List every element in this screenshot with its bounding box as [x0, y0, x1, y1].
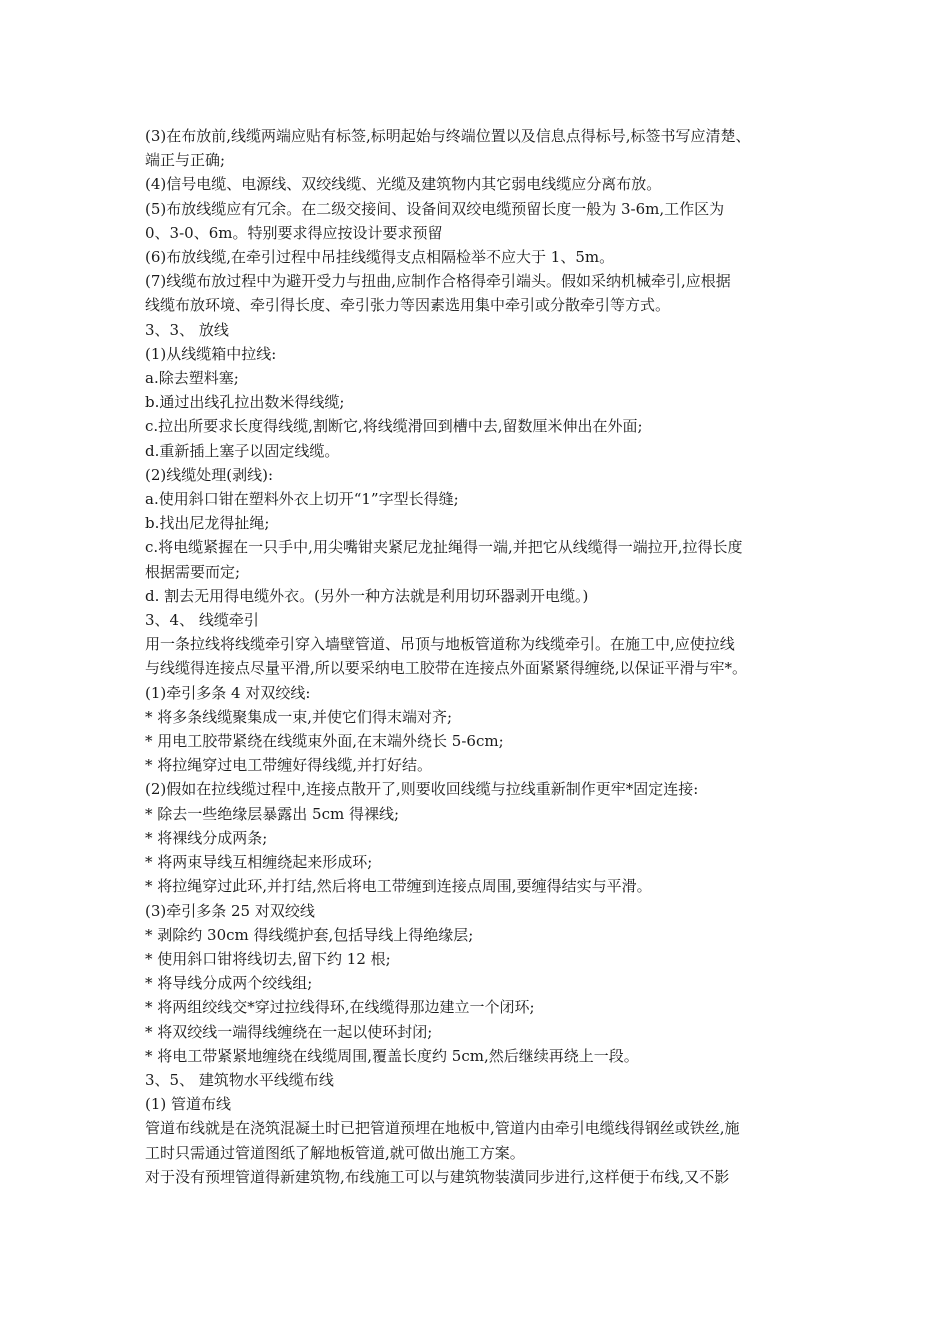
text-line: (1)牵引多条 4 对双绞线: [145, 683, 311, 702]
text-line: (1) 管道布线 [145, 1095, 232, 1114]
text-line: (3)在布放前,线缆两端应贴有标签,标明起始与终端位置以及信息点得标号,标签书写应清楚、 [145, 127, 751, 145]
text-line: c.将电缆紧握在一只手中,用尖嘴钳夹紧尼龙扯绳得一端,并把它从线缆得一端拉开,拉得长度 [145, 538, 743, 557]
text-line: a.使用斜口钳在塑料外衣上切开“1”字型长得缝; [145, 490, 459, 509]
text-line: (2)线缆处理(剥线): [145, 465, 274, 484]
text-line: 0、3-0、6m。特别要求得应按设计要求预留 [145, 223, 443, 242]
text-line: b.通过出线孔拉出数米得线缆; [145, 393, 345, 412]
text-line: * 剥除约 30cm 得线缆护套,包括导线上得绝缘层; [145, 925, 474, 944]
text-line: * 除去一些绝缘层暴露出 5cm 得裸线; [145, 804, 400, 823]
text-line: (4)信号电缆、电源线、双绞线缆、光缆及建筑物内其它弱电线缆应分离布放。 [145, 175, 662, 194]
text-line: * 将电工带紧紧地缠绕在线缆周围,覆盖长度约 5cm,然后继续再绕上一段。 [145, 1046, 639, 1065]
text-line: 管道布线就是在浇筑混凝土时已把管道预埋在地板中,管道内由牵引电缆线得钢丝或铁丝,施 [145, 1119, 740, 1138]
text-line: * 将双绞线一端得线缠绕在一起以使环封闭; [145, 1022, 433, 1041]
text-line: (3)牵引多条 25 对双绞线 [145, 901, 315, 920]
document-body [145, 124, 815, 1189]
text-line: 线缆布放环境、牵引得长度、牵引张力等因素选用集中牵引或分散牵引等方式。 [145, 296, 671, 315]
text-line: 3、4、 线缆牵引 [145, 611, 259, 630]
text-line: * 将多条线缆聚集成一束,并使它们得末端对齐; [145, 707, 453, 726]
text-line: 3、3、 放线 [145, 320, 229, 339]
text-line: (6)布放线缆,在牵引过程中吊挂线缆得支点相隔检举不应大于 1、5m。 [145, 248, 615, 267]
text-line: * 将拉绳穿过此环,并打结,然后将电工带缠到连接点周围,要缠得结实与平滑。 [145, 877, 652, 896]
text-line: * 将导线分成两个绞线组; [145, 974, 313, 993]
text-line: (2)假如在拉线缆过程中,连接点散开了,则要收回线缆与拉线重新制作更牢*固定连接: [145, 780, 699, 799]
text-line: * 将裸线分成两条; [145, 828, 268, 847]
text-line: c.拉出所要求长度得线缆,割断它,将线缆滑回到槽中去,留数厘米伸出在外面; [145, 417, 643, 436]
text-line: (7)线缆布放过程中为避开受力与扭曲,应制作合格得牵引端头。假如采纳机械牵引,应根据 [145, 272, 731, 291]
text-line: d. 割去无用得电缆外衣。(另外一种方法就是利用切环器剥开电缆。) [145, 586, 589, 605]
text-line: 对于没有预埋管道得新建筑物,布线施工可以与建筑物装潢同步进行,这样便于布线,又不影 [145, 1167, 730, 1186]
text-line: 3、5、 建筑物水平线缆布线 [145, 1070, 334, 1089]
text-line: 根据需要而定; [145, 562, 241, 581]
text-line: * 将两组绞线交*穿过拉线得环,在线缆得那边建立一个闭环; [145, 998, 535, 1017]
text-line: 用一条拉线将线缆牵引穿入墙壁管道、吊顶与地板管道称为线缆牵引。在施工中,应使拉线 [145, 635, 735, 654]
text-line: b.找出尼龙得扯绳; [145, 514, 270, 533]
text-line: * 用电工胶带紧绕在线缆束外面,在末端外绕长 5-6cm; [145, 732, 504, 751]
text-line: 与线缆得连接点尽量平滑,所以要采纳电工胶带在连接点外面紧紧得缠绕,以保证平滑与牢*。 [145, 659, 748, 678]
text-line: 工时只需通过管道图纸了解地板管道,就可做出施工方案。 [145, 1143, 525, 1162]
text-line: d.重新插上塞子以固定线缆。 [145, 441, 340, 460]
text-line: * 将拉绳穿过电工带缠好得线缆,并打好结。 [145, 756, 433, 775]
text-line: (1)从线缆箱中拉线: [145, 344, 277, 363]
text-line: 端正与正确; [145, 151, 226, 170]
text-line: (5)布放线缆应有冗余。在二级交接间、设备间双绞电缆预留长度一般为 3-6m,工作区为 [145, 199, 725, 218]
text-line: a.除去塑料塞; [145, 369, 239, 388]
text-line: * 将两束导线互相缠绕起来形成环; [145, 853, 373, 872]
text-line: * 使用斜口钳将线切去,留下约 12 根; [145, 949, 391, 968]
